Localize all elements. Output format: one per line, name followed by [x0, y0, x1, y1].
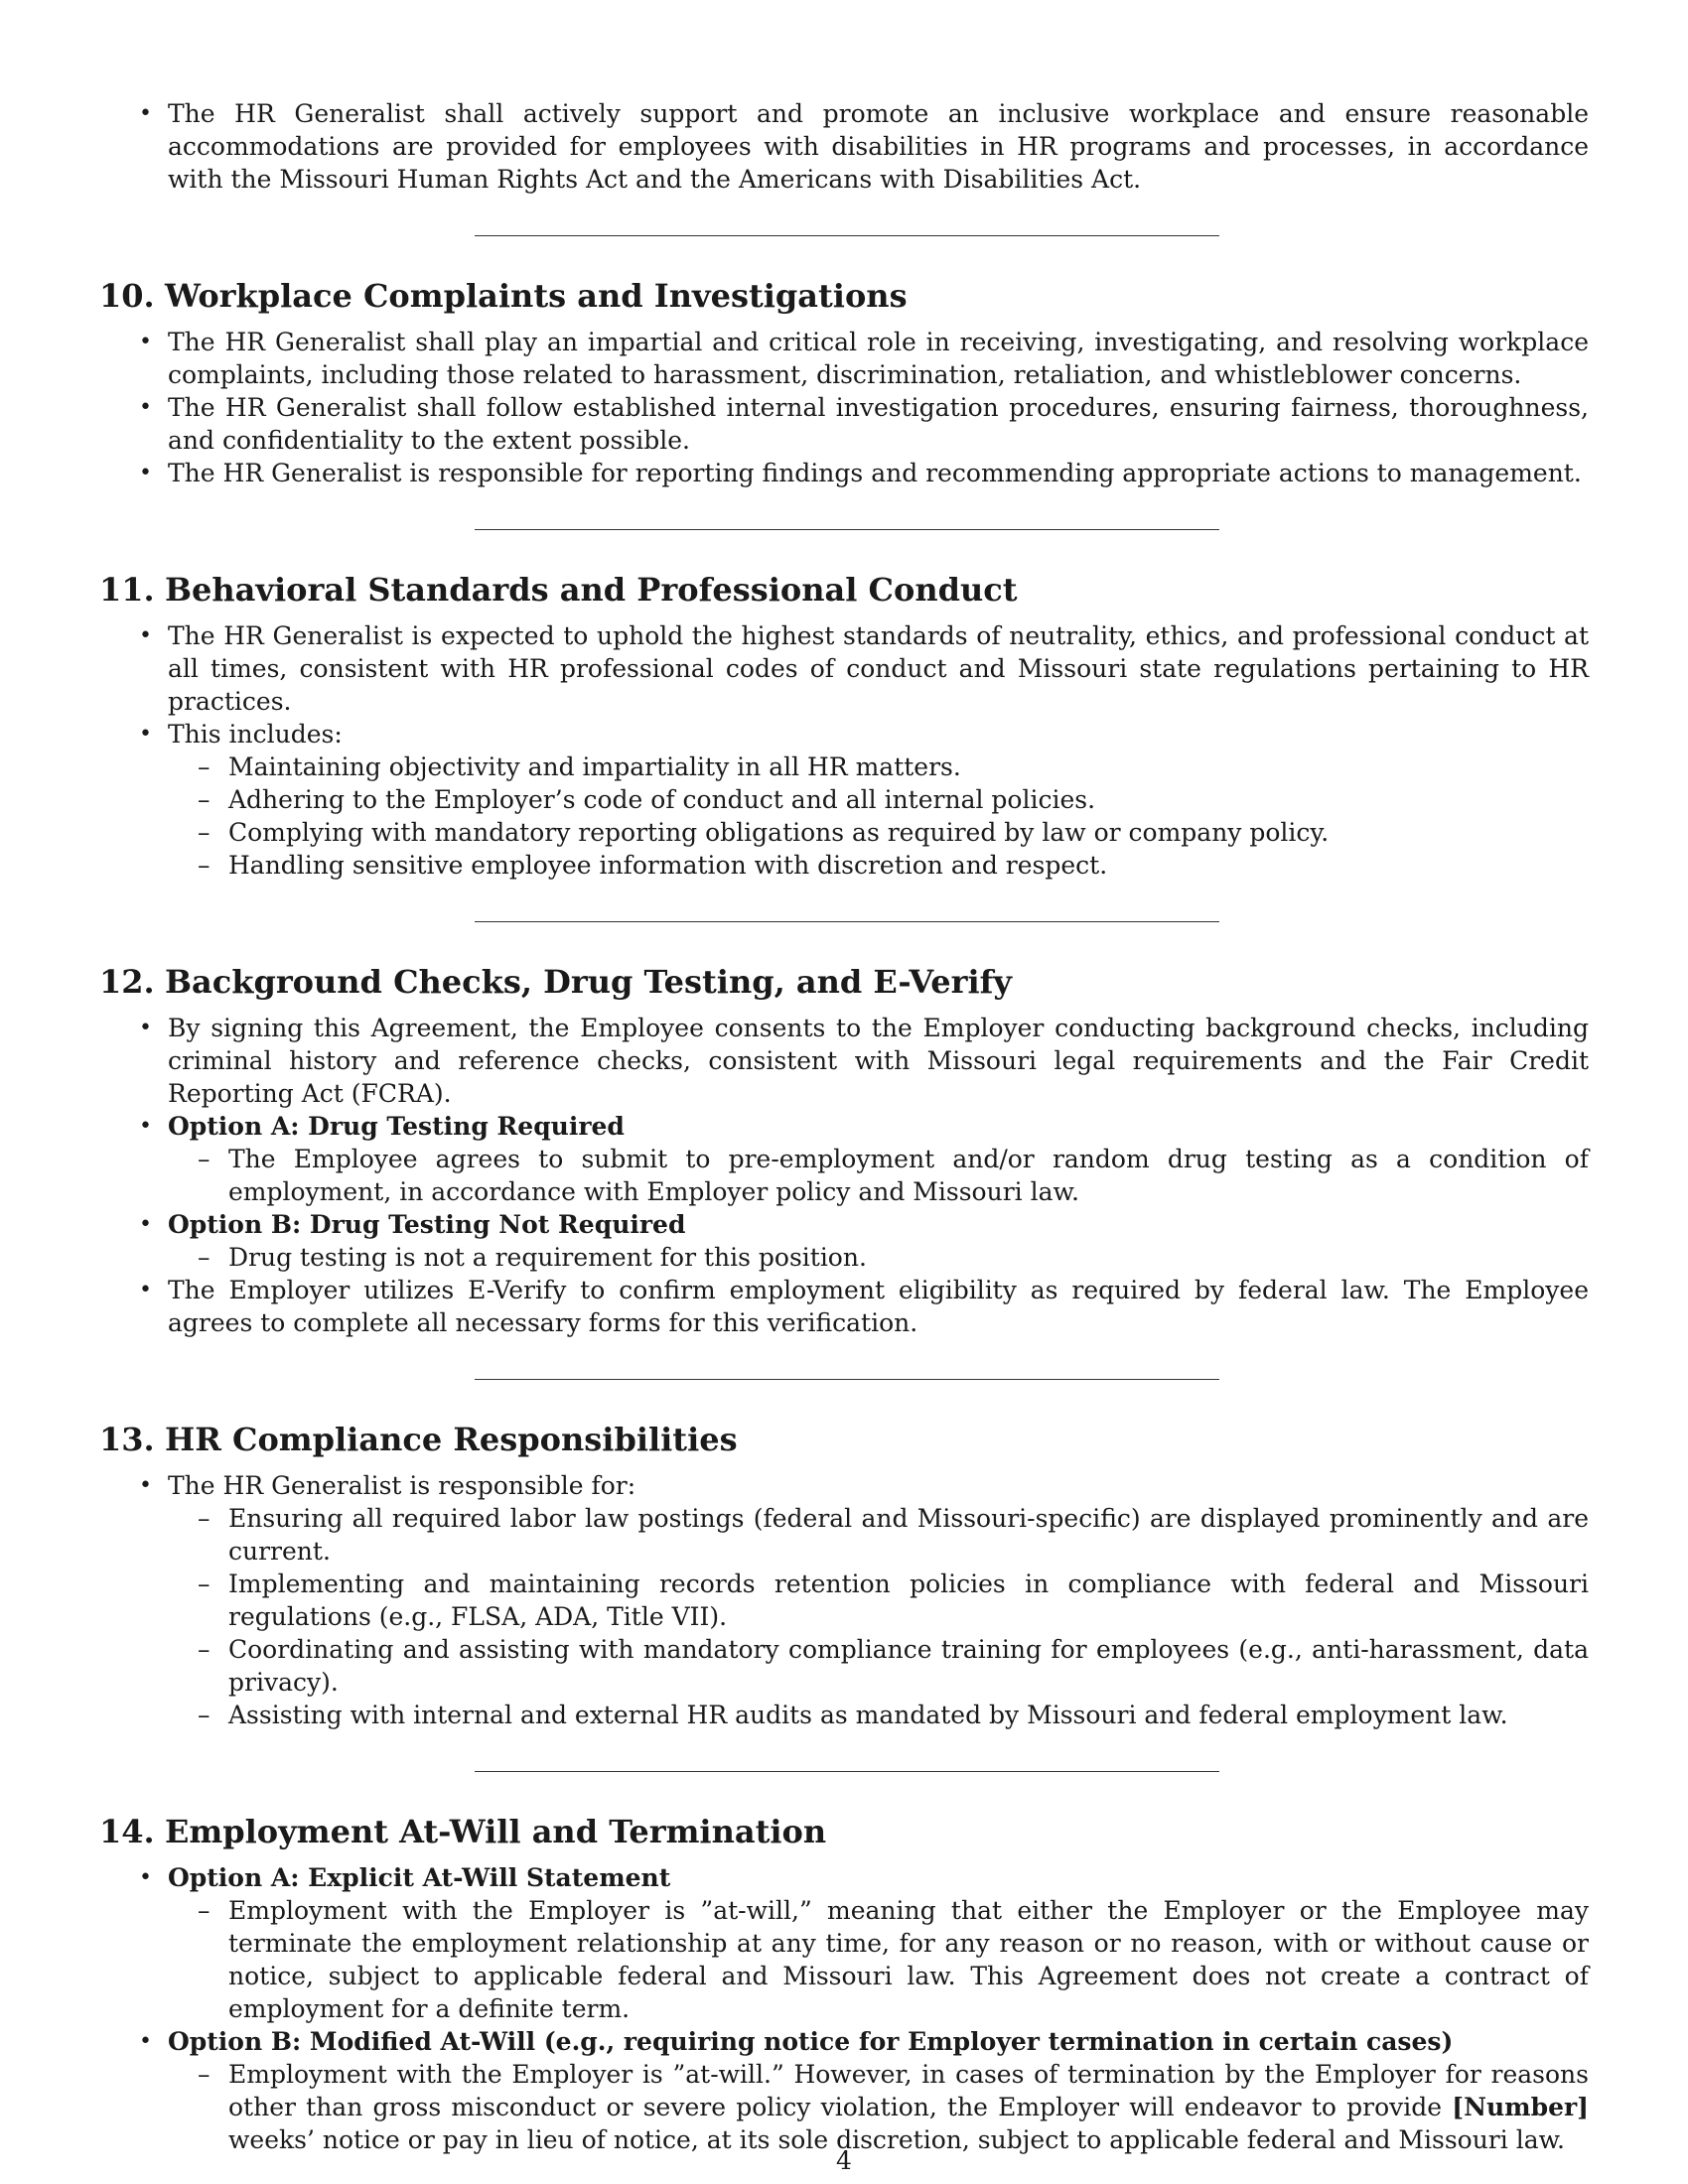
section-divider — [475, 1379, 1219, 1380]
intro-list — [99, 97, 1589, 196]
list-item: • This includes: – Maintaining objectivity and impartiality in all HR matters. – Adhering to the Employer’s code of conduct and all internal policies. – Complying with mandatory reporting obligations as required by law or company policy. – Handling sensitive employee information with discretion and respect. — [99, 718, 1589, 882]
section-13-list — [99, 1469, 1589, 1731]
sub-list — [168, 1241, 1589, 1274]
sub-list — [168, 1502, 1589, 1731]
list-item: • The HR Generalist shall actively support and promote an inclusive workplace and ensure reasonable accommodations are provided for employees with disabilities in HR programs and processes, in accordance with the Missouri Human Rights Act and the Americans with Disabilities Act. — [139, 99, 1589, 194]
sub-list — [168, 1894, 1589, 2025]
list-item: • The HR Generalist is responsible for reporting findings and recommending appropriate actions to management. — [139, 459, 1582, 487]
number-placeholder: [Number] — [1452, 2093, 1589, 2121]
list-item: • The HR Generalist is expected to uphold the highest standards of neutrality, ethics, and professional conduct at all times, consistent with HR professional codes of conduct and Missouri state regulations pertaining to HR practices. — [139, 621, 1589, 716]
list-item: • Option B: Modified At-Will (e.g., requiring notice for Employer termination in certain cases) – Employment with the Employer is ”at-will.” However, in cases of termination by the Employer for reasons other than gross misconduct or severe policy violation, the Employer will endeavor to provide [Number] weeks’ notice or pay in lieu of notice, at its sole discretion, subject to applicable federal and Missouri law. — [139, 2027, 1589, 2154]
sub-list-item: – Ensuring all required labor law postings (federal and Missouri-specific) are displayed prominently and are current. — [198, 1504, 1589, 1566]
section-heading-14: 14. Employment At-Will and Termination — [99, 1813, 827, 1850]
section-divider — [475, 1771, 1219, 1772]
sub-list — [168, 1143, 1589, 1208]
section-divider — [475, 921, 1219, 922]
sub-list-item: – Employment with the Employer is ”at-will,” meaning that either the Employer or the Employee may terminate the employment relationship at any time, for any reason or no reason, with or without cause or notice, subject to applicable federal and Missouri law. This Agreement does not create a contract of employment for a definite term. — [198, 1896, 1589, 2023]
section-14-list — [99, 1861, 1589, 2156]
section-heading-13: 13. HR Compliance Responsibilities — [99, 1421, 738, 1458]
sub-list-item: – Assisting with internal and external HR audits as mandated by Missouri and federal employment law. — [198, 1701, 1508, 1729]
section-11-list — [99, 619, 1589, 882]
page-number: 4 — [836, 2146, 852, 2175]
section-divider — [475, 529, 1219, 530]
section-heading-10: 10. Workplace Complaints and Investigations — [99, 277, 908, 315]
sub-list-item: – Drug testing is not a requirement for this position. — [198, 1243, 867, 1272]
sub-list-item: – Implementing and maintaining records retention policies in compliance with federal and Missouri regulations (e.g., FLSA, ADA, Title VII). — [198, 1570, 1589, 1631]
sub-list-item: – Adhering to the Employer’s code of conduct and all internal policies. — [198, 785, 1096, 814]
document-page — [99, 97, 1589, 2156]
list-item: • The Employer utilizes E-Verify to confirm employment eligibility as required by federal law. The Employee agrees to complete all necessary forms for this verification. — [139, 1276, 1589, 1337]
sub-list-item: – Handling sensitive employee information with discretion and respect. — [198, 851, 1108, 880]
list-item: • The HR Generalist shall play an impartial and critical role in receiving, investigating, and resolving workplace complaints, including those related to harassment, discrimination, retaliation, and whistleblower concerns. — [139, 328, 1589, 389]
sub-list-item: – The Employee agrees to submit to pre-employment and/or random drug testing as a condition of employment, in accordance with Employer policy and Missouri law. — [198, 1145, 1589, 1206]
section-10-list — [99, 326, 1589, 489]
sub-list-item: – Coordinating and assisting with mandatory compliance training for employees (e.g., anti-harassment, data privacy). — [198, 1635, 1589, 1697]
list-item: • Option B: Drug Testing Not Required – Drug testing is not a requirement for this position. — [99, 1208, 1589, 1274]
sub-list — [168, 2058, 1589, 2156]
section-12-list — [99, 1012, 1589, 1339]
list-item: • The HR Generalist shall follow established internal investigation procedures, ensuring fairness, thoroughness, and confidentiality to the extent possible. — [139, 393, 1589, 455]
list-item: • Option A: Drug Testing Required – The Employee agrees to submit to pre-employment and/or random drug testing as a condition of employment, in accordance with Employer policy and Missouri law. — [139, 1112, 1589, 1206]
section-heading-12: 12. Background Checks, Drug Testing, and E-Verify — [99, 963, 1012, 1001]
sub-list-item: – Maintaining objectivity and impartiality in all HR matters. — [198, 752, 961, 781]
section-divider — [475, 235, 1219, 236]
sub-list-item: – Employment with the Employer is ”at-will.” However, in cases of termination by the Employer for reasons other than gross misconduct or severe policy violation, the Employer will endeavor to provide [Number] weeks’ notice or pay in lieu of notice, at its sole discretion, subject to applicable federal and Missouri law. — [198, 2060, 1589, 2154]
list-item: • Option A: Explicit At-Will Statement – Employment with the Employer is ”at-will,” meaning that either the Employer or the Employee may terminate the employment relationship at any time, for any reason or no reason, with or without cause or notice, subject to applicable federal and Missouri law. This Agreement does not create a contract of employment for a definite term. — [139, 1863, 1589, 2023]
list-item: • The HR Generalist is responsible for: – Ensuring all required labor law postings (federal and Missouri-specific) are displayed prominently and are current. – Implementing and maintaining records retention policies in compliance with federal and Missouri regulations (e.g., FLSA, ADA, Title VII). – Coordinating and assisting with mandatory compliance training for employees (e.g., anti-harassment, data privacy). – Assisting with internal and external HR audits as mandated by Missouri and federal employment law. — [139, 1471, 1589, 1729]
section-heading-11: 11. Behavioral Standards and Professional Conduct — [99, 571, 1018, 609]
list-item: • By signing this Agreement, the Employee consents to the Employer conducting background checks, including criminal history and reference checks, consistent with Missouri legal requirements and the Fair Credit Reporting Act (FCRA). — [139, 1014, 1589, 1108]
sub-list-item: – Complying with mandatory reporting obligations as required by law or company policy. — [198, 818, 1330, 847]
sub-list — [168, 751, 1589, 882]
